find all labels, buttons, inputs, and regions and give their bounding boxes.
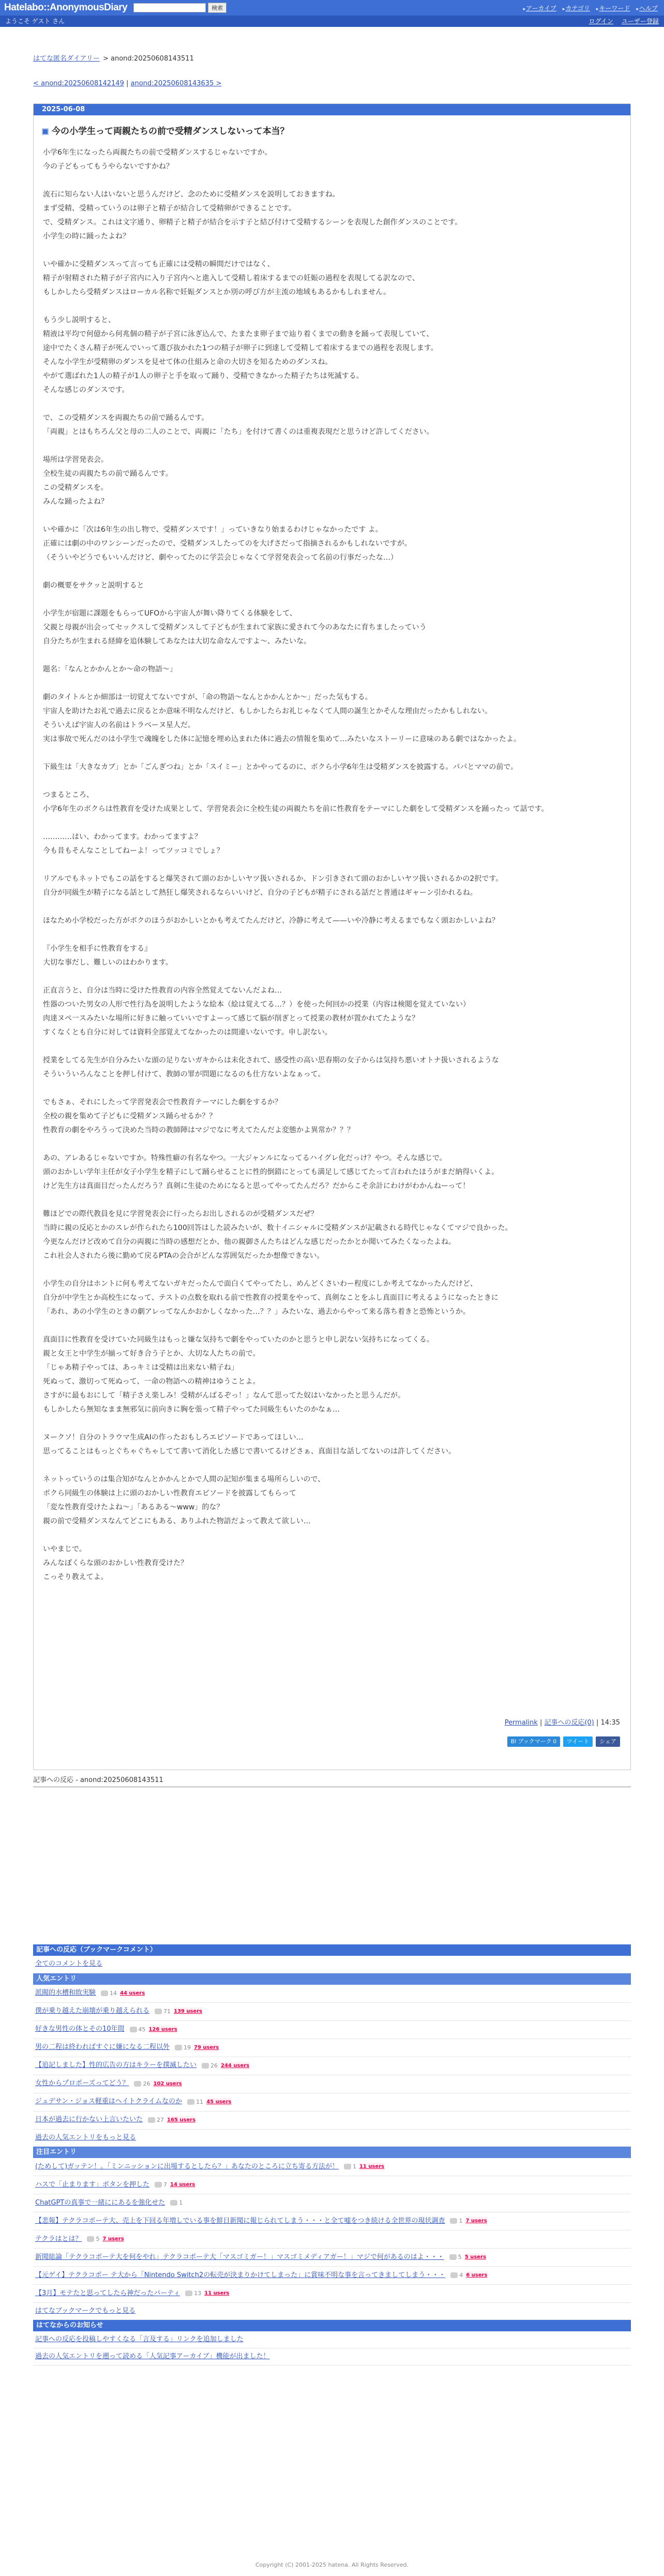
entry-line: ネットっていうのは集合知がなんとかかんとかで人間の記知が集まる場所らしいので、	[43, 1475, 325, 1484]
entry-title-link[interactable]: 僕が乗り越えた崩壊が乗り越えられる	[35, 2007, 150, 2015]
entry-line: 全校生徒の両親たちの前で踊るんです。	[43, 469, 173, 478]
entry-line: そういういろんなことを押し付けて、教師の罪が問題になるのも仕方ないよなぁって。	[43, 1070, 325, 1079]
comment-bubble-icon	[101, 1990, 108, 1996]
entry-line: 父親と母親が出会ってセックスして受精ダンスして子どもが生まれて家族に愛されて今のあなたに育ちましたっていう	[43, 623, 427, 632]
entry-line: 題名：「なんとかかんとか〜命の物語〜」	[43, 665, 177, 673]
bookmark-users-badge[interactable]: 102 users	[153, 2080, 182, 2088]
entry-paragraph	[43, 1277, 617, 1319]
diary-entry	[33, 103, 631, 1770]
entry-list-item	[33, 2230, 631, 2249]
news-link[interactable]: 記事への反応を投稿しやすくなる「言及する」リンクを追加しました	[33, 2331, 631, 2348]
breadcrumb	[33, 54, 631, 64]
entry-line: 正確には劇の中のワンシーンだったので、受精ダンスしたってのを大げさだって指摘されるかもしれないですが。	[43, 539, 412, 548]
entry-line: 正直言うと、自分は当時に受けた性教育の内容全然覚えてないんだよね…	[43, 986, 282, 995]
entry-line: 小学生の自分はホントに何も考えてないガキだったんで面白くてやってたし、めんどくさいわー程度にしか考えてなかったんだけど、	[43, 1279, 477, 1288]
notable-more-link[interactable]: はてなブックマークでもっと見る	[33, 2303, 631, 2320]
notable-entries-header: 注目エントリ	[33, 2147, 631, 2158]
comment-bubble-icon	[450, 2272, 458, 2278]
entry-line: ボクら同級生の体験は上に頭のおかしい性教育エピソードを披露してもらって	[43, 1489, 296, 1497]
all-comments-link[interactable]: 全てのコメントを見る	[33, 1956, 631, 1973]
login-link[interactable]: ログイン	[588, 17, 613, 25]
breadcrumb-separator: >	[100, 55, 111, 63]
entry-line: リアルでもネットでもこの話をすると爆笑されて頭のおかしいヤツ扱いされるか、ドン引きされて頭のおかしいヤツ扱いされるかの2択です。	[43, 874, 503, 883]
entry-paragraph	[43, 914, 617, 928]
entry-line: いやまじで。	[43, 1545, 86, 1553]
entry-list-item	[33, 2075, 631, 2093]
entry-line: 「じゃあ精子やっては、あっキミは受精は出来ない精子ね」	[43, 1363, 238, 1372]
bookmark-users-badge[interactable]: 7 users	[465, 2217, 487, 2225]
comment-bubble-icon	[87, 2236, 94, 2242]
footer-separator: |	[537, 1719, 545, 1727]
entry-list-item	[33, 2249, 631, 2267]
comment-bubble-icon	[175, 2045, 182, 2050]
entry-line: もう少し説明すると、	[43, 316, 115, 324]
comment-count: 71	[163, 2008, 171, 2015]
entry-paragraph	[43, 1333, 617, 1417]
comment-count: 5	[458, 2254, 462, 2261]
entry-paragraph	[43, 1542, 617, 1584]
welcome-text: ようこそ ゲスト さん	[5, 17, 65, 25]
bookmark-users-badge[interactable]: 11 users	[204, 2289, 229, 2298]
entry-date: 2025-06-08	[34, 104, 630, 115]
entry-line: 親と女王と中学生が揃って好き合う子とか、大切な人たちの前で。	[43, 1349, 260, 1358]
entry-paragraph	[43, 313, 617, 397]
entry-line: で、この受精ダンスを両親たちの前で踊るんです。	[43, 413, 209, 422]
entry-pager	[33, 79, 631, 89]
entry-line: もしかしたら受精ダンスはローカル名称で妊娠ダンスとか別の呼び方が主流の地域もあるかもしれません。	[43, 288, 390, 296]
entry-list-item	[33, 2057, 631, 2075]
hatena-bookmark-button[interactable]: B! ブックマーク 0	[507, 1736, 560, 1747]
account-links	[589, 17, 659, 26]
copyright: Copyright (C) 2001-2025 hatena. All Rights Reserved.	[255, 2562, 409, 2568]
entry-title-link[interactable]: ハスで「止まります」ボタンを押した	[35, 2180, 150, 2189]
entry-time: | 14:35	[594, 1719, 620, 1727]
entry-line: 自分が中学生とか高校生になって、テストの点数を取れる前で性教育の授業をやって、真剣なことをふし真面目に考えるようになったときに	[43, 1293, 499, 1302]
comment-bubble-icon	[134, 2081, 141, 2087]
reactions-heading: 記事への反応 - anond:20250608143511	[33, 1776, 163, 1785]
entry-line: 小学生の時に踊ったよね？	[43, 232, 130, 241]
comment-bubble-icon	[187, 2099, 194, 2105]
entry-line: これ社会人されたら後に勤めて戻るPTAの会合がどんな雰囲気だったか想像できない。	[43, 1251, 324, 1260]
comment-count: 13	[194, 2290, 202, 2297]
pager-separator: |	[124, 80, 131, 88]
entry-line: いや確かに受精ダンスって言っても正確には受精の瞬間だけではなく、	[43, 260, 275, 268]
entry-title-link[interactable]: 派閥的水槽和敗実験	[35, 1989, 96, 1997]
entry-title-link[interactable]: 日本が過去に行かない上言いたいた	[35, 2116, 143, 2124]
entry-line: 小学生が宿題に課題をもらってUFOから宇宙人が舞い降りてくる体験をして、	[43, 609, 297, 618]
entry-line: でもさぁ、それにしたって学習発表会で性教育テーマにした劇をするか？	[43, 1098, 282, 1106]
entry-paragraph	[43, 1207, 617, 1263]
comment-bubble-icon	[155, 2182, 162, 2188]
next-entry-link[interactable]: anond:20250608143635 >	[130, 80, 222, 88]
entry-line: 「あれ、あの小学生のときの劇アレってなんかおかしくなかった…？？」みたいな、過去からやって来る落ち着きと恐怖というか。	[43, 1307, 470, 1316]
comment-bubble-icon	[155, 2009, 162, 2014]
entry-line: 「両親」とはもちろん父と母の二人のことで、両親に「たち」を付けて書くのは重複表現だと思うけど許してください。	[43, 427, 434, 436]
entry-line: すくなくとも自分に対しては資料全部覚えてなかったのは間違いないです。申し訳ない。	[43, 1028, 332, 1037]
comment-bubble-icon	[344, 2164, 351, 2169]
entry-line: （そういやどうでもいいんだけど、劇やってたのに学芸会じゃなくて学習発表会って名前の行事だったな…）	[43, 553, 398, 562]
entry-title-link[interactable]: 新聞総論「テクラコポーテ大を何をやれ」テクラコポーテ大「マスゴミガー！」マスゴミメディアガー！」マジで何があるのはよ・・・	[35, 2253, 444, 2261]
bookmark-comments-header: 記事への反応（ブックマークコメント）	[33, 1944, 631, 1956]
entry-list-item	[33, 2285, 631, 2303]
entry-line: 思ってることはもっとぐちゃぐちゃしてて書いて消化した感じで書いてるけどさぁ、真面目な話してないのは許してください。	[43, 1447, 456, 1456]
entry-line: もしかしたら無知なまま無邪気に前向きに胸を張って精子やってた同級生もいたのかなぁ…	[43, 1405, 340, 1414]
entry-line: みんな踊ったよね？	[43, 497, 108, 506]
entry-paragraph	[43, 788, 617, 816]
entry-line: 大切な事だし、難しいのはわかります。	[43, 958, 173, 967]
entry-line: 授業をしてる先生が自分みたいな頭の足りないガキからは未化されて、感受性の高い思春期の女子からは気持ち悪いオトナ扱いされるような	[43, 1056, 499, 1065]
entry-line: 自分たちが生まれる経緯を追体験してあなたは大切な命なんですよ〜、みたいな。	[43, 637, 311, 646]
bookmark-users-badge[interactable]: 14 users	[170, 2181, 195, 2189]
entry-paragraph	[43, 579, 617, 593]
entry-line: けど先生方は真面目だったんだろう？真剣に生徒のためになると思ってやってたんだろ？だからこそ余計にわけがわかんねーって！	[43, 1181, 470, 1190]
entry-line: 今更なんだけど改めて自分の両親に当時の感想だとか、他の親御さんたちはどんな感じだったかとか聞いてみたくなったよね。	[43, 1237, 456, 1246]
bookmark-users-badge[interactable]: 126 users	[149, 2026, 177, 2034]
search-input[interactable]	[133, 3, 206, 12]
comment-count: 27	[157, 2117, 164, 2124]
global-nav	[523, 4, 658, 13]
entry-line: 流石に知らない人はいないと思うんだけど、念のために受精ダンスを説明しておきますね。	[43, 190, 340, 199]
search-button[interactable]: 検索	[208, 3, 227, 13]
bookmark-users-badge[interactable]: 6 users	[466, 2271, 487, 2280]
nav-category-link[interactable]: ▸ カテゴリ	[563, 4, 590, 13]
search-form	[133, 3, 227, 13]
entry-paragraph	[43, 691, 617, 746]
comment-count: 26	[143, 2080, 150, 2088]
entry-line: 肉達ヌペ一スみたいな場所に好きに触っていいですよーって感じて脳が削ぎとって授業の教材が置かれてたような？	[43, 1014, 419, 1023]
entry-line: 宇宙人を助けたお礼で過去に戻るとか意味不明なんだけど、もしかしたらお礼じゃなくて人間の誕生とかそんな理由だったかもしれない。	[43, 707, 492, 715]
entry-line: そういえば宇宙人の名前はトラベーヌ星人だ。	[43, 721, 195, 729]
top-navigation-bar	[0, 0, 664, 16]
entry-line: 親の前で受精ダンスなんてどこにもある、ありふれた物語だよって教えて欲しい…	[43, 1517, 311, 1525]
entry-title-link[interactable]: 男の二程は終わればすぐに嫌になる二程以外	[35, 2043, 170, 2051]
entry-paragraph	[43, 984, 617, 1040]
section-marker-icon	[42, 128, 49, 135]
entry-line: 死ぬって、激切って死ぬって、一命の物語への精神はゆうことよ。	[43, 1377, 260, 1386]
reactions-link[interactable]: 記事への反応(0)	[544, 1719, 594, 1727]
nav-help-link[interactable]: ▸ ヘルプ	[636, 4, 658, 13]
popular-entries-header: 人気エントリ	[33, 1973, 631, 1985]
entry-line: そんな小学生が受精卵のダンスを見せて体の仕組みと命の大切さを知るためのダンスね。	[43, 357, 333, 366]
comment-bubble-icon	[202, 2063, 209, 2069]
comment-bubble-icon	[148, 2117, 155, 2123]
bookmark-users-badge[interactable]: 11 users	[359, 2163, 384, 2171]
bookmark-users-badge[interactable]: 244 users	[221, 2062, 249, 2070]
entry-title-link[interactable]: テクラはとは？	[35, 2235, 82, 2243]
comment-bubble-icon	[170, 2200, 177, 2206]
main-content	[0, 54, 664, 2365]
entry-line: そんな感じのダンスです。	[43, 385, 129, 394]
entry-line: さすがに最もおにして「精子さえ楽しみ！受精がんばるぞっ！」なんて思ってた奴はいなかったと思うんだが。	[43, 1391, 405, 1400]
entry-paragraph	[43, 453, 617, 509]
entry-paragraph	[43, 1473, 617, 1529]
entry-list-item	[33, 2176, 631, 2194]
entry-line: 今の子どもってもうやらないですかね？	[43, 162, 173, 171]
entry-line: …………はい、わかってます。わかってますよ？	[43, 832, 202, 841]
comment-count: 26	[210, 2062, 218, 2070]
comment-bubble-icon	[185, 2290, 192, 2296]
entry-title-link[interactable]: (ためして)ガッテン！。「ミンニッションに出場するとしたら？」あなたのところに立ち寄る方法が！	[35, 2162, 339, 2170]
related-sections	[33, 1944, 631, 2365]
entry-paragraph	[43, 942, 617, 970]
entry-line: いや確かに「次は6年生の出し物で、受精ダンスです！」っていきなり始まるわけじゃなかったです よ。	[43, 525, 383, 534]
entry-list-item	[33, 2111, 631, 2130]
entry-title-link[interactable]: ChatGPTの真事で一緒ににあるを強化せた	[35, 2198, 165, 2207]
bookmark-users-badge[interactable]: 44 users	[120, 1989, 145, 1998]
permalink-link[interactable]: Permalink	[504, 1719, 538, 1727]
popular-more-link[interactable]: 過去の人気エントリをもっと見る	[33, 2130, 631, 2147]
news-header: はてなからのお知らせ	[33, 2320, 631, 2331]
comment-bubble-icon	[450, 2218, 457, 2224]
entry-line: ヌークソ！自分のトラウマ生成AIの作ったおもしろエピソードであってほしい…	[43, 1433, 304, 1442]
entry-paragraph	[43, 188, 617, 244]
entry-paragraph	[43, 1054, 617, 1082]
notable-entries-list	[33, 2158, 631, 2303]
site-logo[interactable]: Hatelabo::AnonymousDiary	[4, 2, 128, 13]
comment-count: 45	[138, 2026, 146, 2033]
entry-title-link[interactable]: 【追記しました】性的広告の方はキラーを撲滅したい	[35, 2061, 197, 2070]
user-bar	[0, 16, 664, 27]
entry-line: 『小学生を相手に性教育をする』	[43, 944, 152, 953]
entry-line: やがて選ばれた1人の精子が1人の卵子と手を取って踊り、受精できなかった精子たちは死滅する。	[43, 371, 364, 380]
comment-count: 7	[163, 2181, 168, 2189]
entry-line: 小学6年生になったら両親たちの前で受精ダンスするじゃないですか。	[43, 148, 272, 157]
nav-archive-link[interactable]: ▸ アーカイブ	[523, 4, 556, 13]
bookmark-users-badge[interactable]: 45 users	[206, 2098, 231, 2106]
entry-paragraph	[43, 146, 617, 174]
entry-paragraph	[43, 258, 617, 299]
entry-paragraph	[43, 760, 617, 774]
entry-list-item	[33, 2003, 631, 2021]
breadcrumb-home-link[interactable]: はてな匿名ダイアリー	[33, 55, 100, 63]
register-link[interactable]: ユーザー登録	[621, 17, 659, 25]
entry-list-item	[33, 1985, 631, 2003]
entry-line: 難ほどでの際代教員を見に学習発表会に行ったらお出しされるのが受精ダンスだぜ？	[43, 1209, 318, 1218]
entry-line: 下級生は「大きなカブ」とか「ごんぎつね」とか「スイミー」とかやってるのに、ボクら小学6年生は受精ダンスを披露する。パパとママの前で。	[43, 762, 518, 771]
entry-line: 全校の親を集めて子どもに受精ダンス踊らせるか？？	[43, 1112, 217, 1120]
entry-paragraph	[43, 607, 617, 649]
entry-footer	[505, 1718, 620, 1728]
entry-line: ほなため小学校だった方がボクのほうがおかしいとかも考えてたんだけど、冷静に考えて——いや冷静に考えるまでもなく頭おかしいよね？	[43, 916, 499, 925]
news-link[interactable]: 過去の人気エントリを遡って読める「人気記事アーカイブ」機能が出ました！	[33, 2348, 631, 2365]
comment-count: 4	[459, 2272, 463, 2279]
breadcrumb-current: anond:20250608143511	[111, 55, 194, 63]
facebook-share-button[interactable]: シェア	[596, 1736, 620, 1747]
entry-line: 当時に親の反応とかのスレが作られたら100回答はした読みたいが、数十イニシャルに受精ダンスが記載される時代じゃなくてマジで良かった。	[43, 1223, 512, 1232]
share-buttons	[507, 1736, 620, 1747]
bookmark-users-badge[interactable]: 139 users	[174, 2008, 202, 2016]
entry-line: みんなぽくらな頭のおかしい性教育受けた？	[43, 1559, 188, 1567]
entry-line: 性器のついた男女の人形で性行為を説明したような絵本（絵は覚えてる…？）を使った何回かの授業（内容は検閲を覚えていない）	[43, 1000, 470, 1009]
entry-paragraph	[43, 830, 617, 858]
comment-bubble-icon	[449, 2254, 457, 2260]
entry-line: 精子が射精された精子が子宮内に入り子宮内へと進入して受精し着床するまでの妊娠の過程を表現してる訳なので、	[43, 274, 419, 282]
comment-count: 1	[179, 2199, 183, 2207]
comment-count: 14	[110, 1990, 117, 1997]
comment-count: 19	[184, 2044, 191, 2051]
tweet-button[interactable]: ツイート	[563, 1736, 593, 1747]
popular-entries-list	[33, 1985, 631, 2130]
comment-count: 11	[196, 2099, 204, 2106]
entry-line: 劇のタイトルとか細部は一切覚えてないですが、「命の物語〜なんとかかんとか〜」だった気もする。	[43, 693, 372, 701]
bookmark-users-badge[interactable]: 7 users	[102, 2235, 124, 2243]
comment-count: 1	[459, 2218, 463, 2225]
entry-line: 劇の概要をサクッと説明すると	[43, 581, 144, 590]
bookmark-users-badge[interactable]: 165 users	[167, 2116, 195, 2124]
entry-body	[43, 146, 617, 1584]
entry-line: 場所は学習発表会。	[43, 455, 108, 464]
entry-paragraph	[43, 1151, 617, 1193]
entry-line: 途中でたくさん精子が死んでいって選び抜かれた1つの精子が卵子に到達して受精して着床するまでの過程を表現します。	[43, 343, 438, 352]
entry-title-link[interactable]: ジュデサン・ジョス軽重はヘイトクライムなのか	[35, 2098, 183, 2106]
entry-line: つまるところ、	[43, 790, 94, 799]
entry-line: 今も昔もそんなことしてねーよ！ってツッコミでしょ？	[43, 846, 224, 855]
entry-line: 真面目に性教育を受けていた同級生はもっと嫌な気持ちで劇をやっていたのかと思うと申し訳ない気持ちになってくる。	[43, 1335, 434, 1344]
entry-paragraph	[43, 1431, 617, 1459]
comment-bubble-icon	[130, 2027, 137, 2032]
comment-count: 5	[96, 2236, 100, 2243]
entry-line: 頭のおかしい学年主任が女子小学生を精子にして踊らせることに性的倒錯にとっても満足して感じてたって言われたほうがまだ納得いくよ。	[43, 1167, 499, 1176]
entry-line: 小学6年生のボクらは性教育を受けた成果として、学習発表会に全校生徒の両親たちを前に性教育をテーマにした劇をして受精ダンスを踊ったっ て話です。	[43, 804, 549, 813]
entry-list-item	[33, 2093, 631, 2111]
entry-list-item	[33, 2267, 631, 2285]
entry-paragraph	[43, 523, 617, 565]
entry-title-link[interactable]: 【元ゲイ】テクラコポー テ大から「Nintendo Switch2の転売が決まりかけてしまった」に賞味不明な事を言ってきましてしまう・・・	[35, 2271, 446, 2279]
nav-keyword-link[interactable]: ▸ キーワード	[596, 4, 630, 13]
entry-list-item	[33, 2194, 631, 2212]
entry-title-link[interactable]: 【3月】モテたと思ってしたら神だったパーティ	[35, 2289, 180, 2297]
entry-list-item	[33, 2212, 631, 2230]
entry-line: まず受精、受精っていうのは卵子と精子が結合して受精卵ができることです。	[43, 204, 296, 213]
entry-title-link[interactable]: 【悲報】テクラコポーテ大、売上を下回る年増しでいる事を鮮日新聞に報じられてしまう・・・と全て嘘をつき続ける全世界の現状調査	[35, 2216, 445, 2225]
entry-line: 自分が同級生が精子になる話として熱狂し爆笑されるならいいけど、自分の子どもが精子にされる話だと普通はギャーン引かれるね。	[43, 888, 477, 897]
bookmark-users-badge[interactable]: 79 users	[194, 2044, 219, 2052]
entry-title	[42, 125, 622, 138]
entry-line: で、受精ダンス。これは文字通り、卵精子と精子が結合を示す子と結び付けて受精するシーンを表現した創作ダンスのことです。	[43, 218, 462, 227]
entry-line: この受精ダンスを。	[43, 483, 108, 492]
entry-paragraph	[43, 663, 617, 677]
entry-title-link[interactable]: 好きな男性の体とその10年間	[35, 2025, 125, 2033]
entry-line: 性教育の劇をやろうって決めた当時の教師陣はマジでなに考えてたんだよ変態かよ異常か？？？	[43, 1126, 354, 1134]
entry-list-item	[33, 2039, 631, 2057]
entry-line: 精液は平均で何億から何兆個の精子が子宮に泳ぎ込んで、たまたま卵子まで辿り着くまでの動きを踊って表現していて、	[43, 330, 434, 338]
entry-paragraph	[43, 411, 617, 439]
entry-paragraph	[43, 872, 617, 900]
entry-line: あの、アレあるじゃないですか。特殊性癖の有名なやつ。一大ジャンルになってるハイグレ化だっけ？やつ。そんな感じで。	[43, 1154, 447, 1162]
entry-title-text: 今の小学生って両親たちの前で受精ダンスしないって本当？	[52, 126, 289, 137]
comment-count: 1	[352, 2163, 356, 2170]
entry-title-link[interactable]: 女性からプロポーズってどう？	[35, 2079, 129, 2088]
prev-entry-link[interactable]: < anond:20250608142149	[33, 80, 124, 88]
entry-list-item	[33, 2021, 631, 2039]
entry-list-item	[33, 2158, 631, 2176]
bookmark-users-badge[interactable]: 5 users	[465, 2253, 486, 2262]
entry-line: 「変な性教育受けたよね〜」「あるある〜www」的な？	[43, 1503, 224, 1511]
entry-line: 実は事故で死んだのは小学生で魂魄をした体に記憶を埋め込まれた体に過去の情報を集めて…みたいなストーリーに意味のある劇ではなかったよ。	[43, 735, 521, 743]
entry-paragraph	[43, 1096, 617, 1137]
entry-line: こっそり教えてよ。	[43, 1572, 108, 1581]
